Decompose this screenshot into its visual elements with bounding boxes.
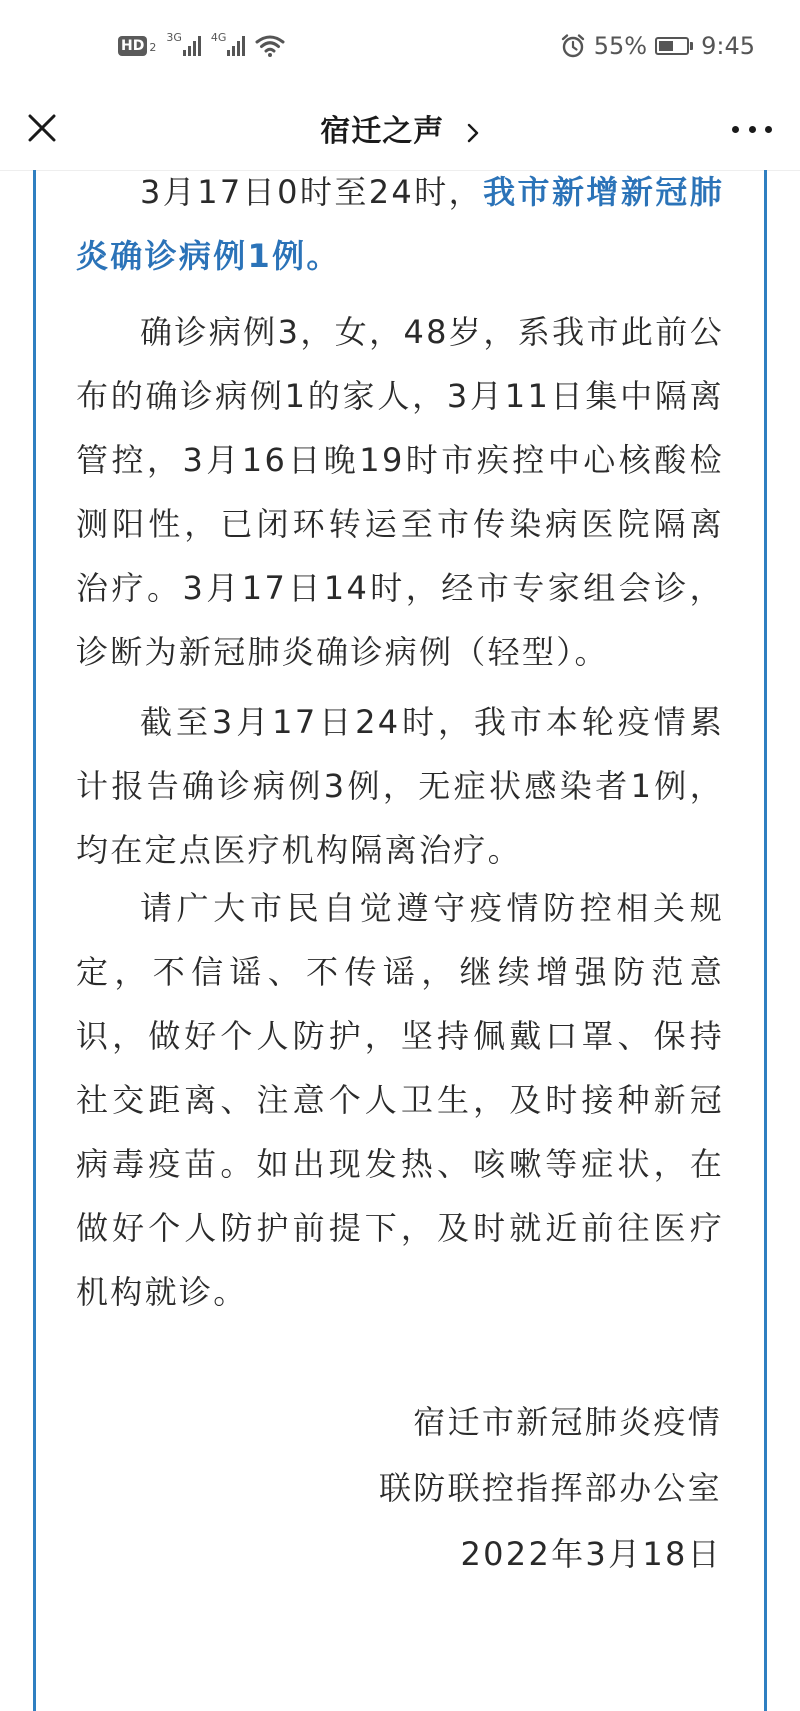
p1-highlight-text: 我市新增新冠肺炎确诊病例1例。 [76,173,724,275]
signature-line-2: 联防联控指挥部办公室 [378,1469,722,1507]
hd-icon [118,36,156,56]
account-name: 宿迁之声 [320,114,445,149]
signature-date: 2022年3月18日 [460,1535,722,1573]
signal-bars [183,36,201,56]
net1-label: 3G [166,31,182,44]
status-left [118,30,285,62]
more-icon[interactable] [732,114,772,144]
wifi-icon [255,34,285,58]
signature-line-1: 宿迁市新冠肺炎疫情 [413,1403,722,1441]
signal-icon-4g [210,31,246,56]
battery-percent: 55% [593,32,648,60]
article-paragraph-3: 截至3月17日24时，我市本轮疫情累计报告确诊病例3例，无症状感染者1例，均在定点医疗机构隔离治疗。 [76,703,724,869]
article-paragraph-2: 确诊病例3，女，48岁，系我市此前公布的确诊病例1的家人，3月11日集中隔离管控，3月16日晚19时市疾控中心核酸检测阳性，已闭环转运至市传染病医院隔离治疗。3月17日14时，经市专家组会诊，诊断为新冠肺炎确诊病例（轻型）。 [76,313,724,671]
article-paragraph-4: 请广大市民自觉遵守疫情防控相关规定，不信谣、不传谣，继续增强防范意识，做好个人防护，坚持佩戴口罩、保持社交距离、注意个人卫生，及时接种新冠病毒疫苗。如出现发热、咳嗽等症状，在做好个人防护前提下，及时就近前往医疗机构就诊。 [76,889,724,1311]
status-right [560,28,755,64]
signal-bars [227,36,245,56]
clock: 9:45 [701,32,755,60]
account-title-link[interactable] [0,106,800,150]
hd-label: HD [118,36,147,56]
hd-sub: 2 [149,41,157,54]
signal-icon-3g [166,31,201,56]
net2-label: 4G [210,31,227,44]
p1-plain-text: 3月17日0时至24时， [140,173,484,211]
alarm-icon [560,33,586,59]
article-paragraph-1 [76,160,724,288]
status-bar [0,0,800,92]
battery-icon [655,37,693,55]
chevron-right-icon [466,122,480,144]
